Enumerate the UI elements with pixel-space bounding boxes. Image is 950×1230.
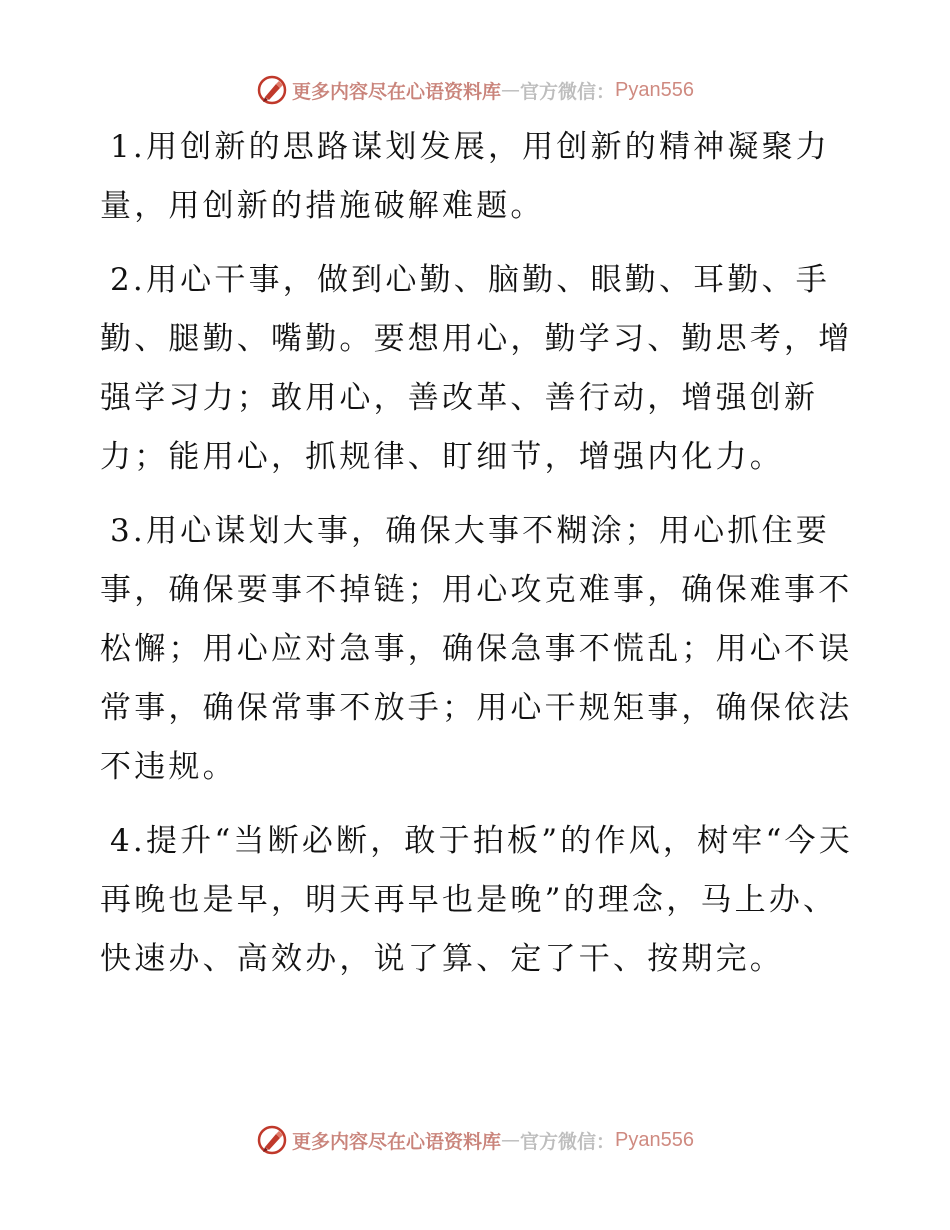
pen-logo-icon — [256, 74, 288, 106]
paragraph-1 — [100, 118, 860, 236]
footer-brand-text: 更多内容尽在心语资料库 — [292, 1130, 502, 1153]
header-dash: — — [501, 79, 521, 101]
header-wechat-label: 官方微信： — [520, 80, 616, 103]
footer-banner — [0, 1120, 950, 1160]
footer-wechat-label: 官方微信： — [520, 1130, 616, 1153]
footer-dash: — — [501, 1129, 521, 1151]
paragraph-text: 用心干事，做到心勤、脑勤、眼勤、耳勤、手勤、腿勤、嘴勤。要想用心，勤学习、勤思考，增强学习力；敢用心，善改革、善行动，增强创新力；能用心，抓规律、盯细节，增强内化力。 — [100, 262, 853, 475]
paragraph-3 — [100, 502, 860, 797]
header-brand-text: 更多内容尽在心语资料库 — [292, 80, 502, 103]
paragraph-number: 1. — [110, 129, 146, 165]
header-banner — [0, 70, 950, 110]
paragraph-number: 2. — [110, 262, 146, 298]
paragraph-text: 用创新的思路谋划发展，用创新的精神凝聚力量，用创新的措施破解难题。 — [100, 129, 830, 224]
paragraph-2 — [100, 251, 860, 487]
paragraph-number: 3. — [110, 513, 146, 549]
paragraph-text: 用心谋划大事，确保大事不糊涂；用心抓住要事，确保要事不掉链；用心攻克难事，确保难事不松懈；用心应对急事，确保急事不慌乱；用心不误常事，确保常事不放手；用心干规矩事，确保依法不违规。 — [100, 513, 853, 785]
paragraph-text: 提升“当断必断，敢于拍板”的作风，树牢“今天再晚也是早，明天再早也是晚”的理念，马上办、快速办、高效办，说了算、定了干、按期完。 — [100, 823, 853, 977]
footer-wechat-id: Pyan556 — [615, 1128, 694, 1151]
document-body — [100, 118, 860, 1004]
paragraph-4 — [100, 812, 860, 989]
paragraph-number: 4. — [110, 823, 146, 859]
pen-logo-icon — [256, 1124, 288, 1156]
header-wechat-id: Pyan556 — [615, 78, 694, 101]
